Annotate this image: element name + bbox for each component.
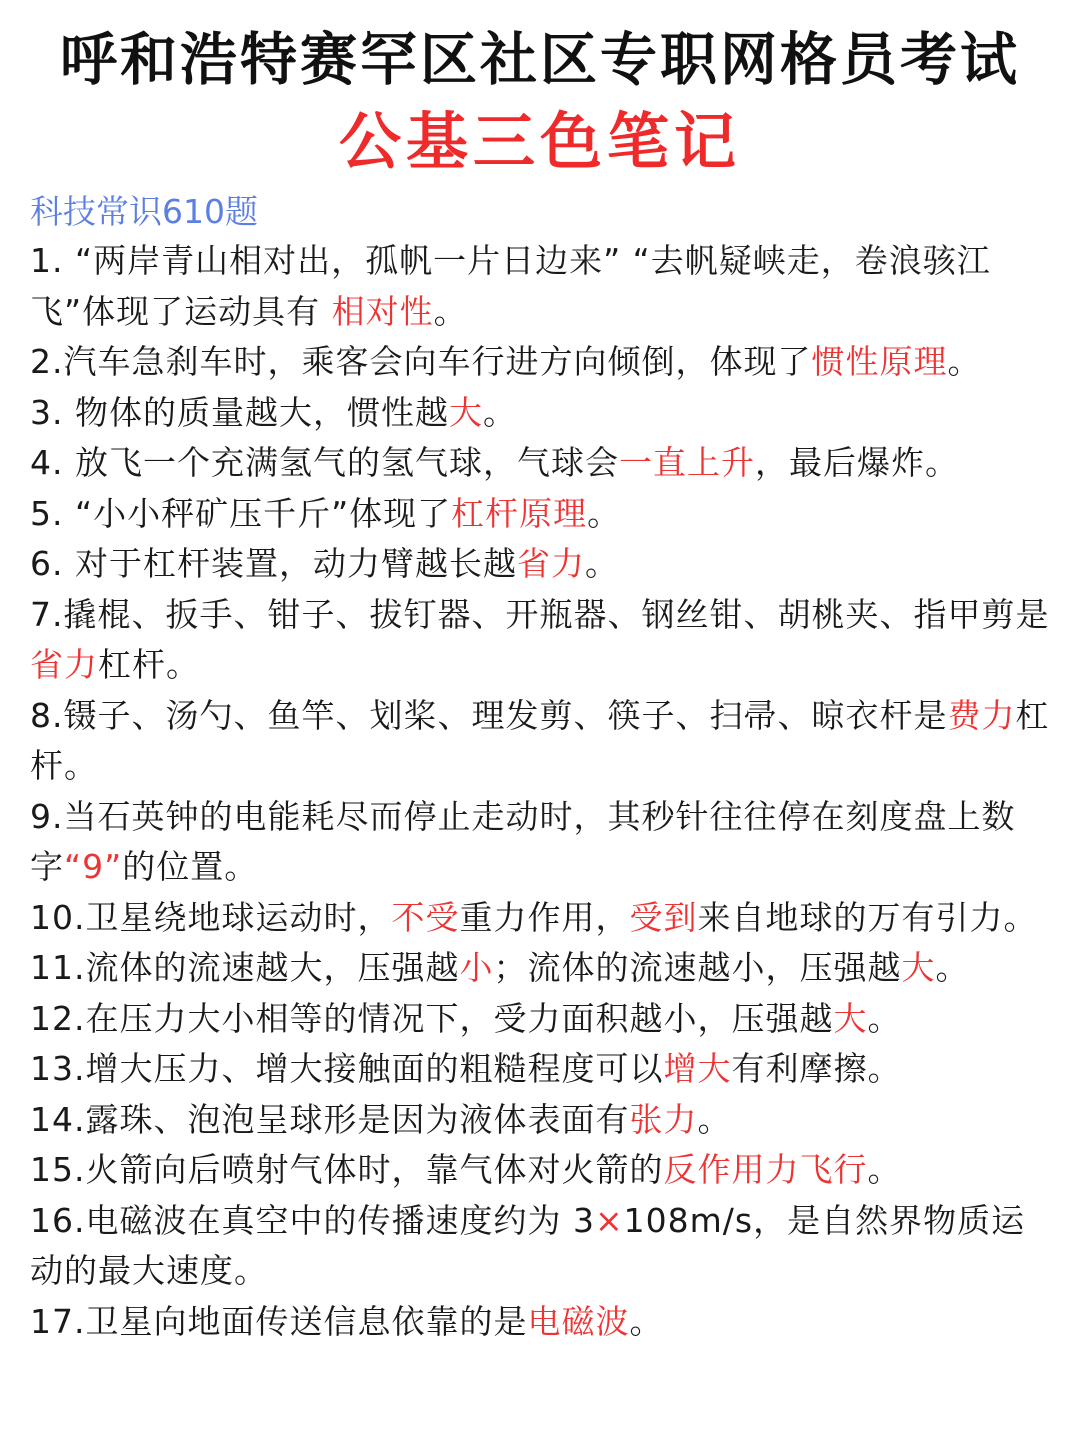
note-item xyxy=(30,1297,1050,1348)
note-text: 13.增大压力、增大接触面的粗糙程度可以 xyxy=(30,1049,664,1088)
note-list xyxy=(30,236,1050,1347)
note-text: 。 xyxy=(629,1301,664,1341)
note-text: 有利摩擦。 xyxy=(731,1049,902,1088)
note-text: 5. “小小秤矿压千斤”体现了 xyxy=(30,493,452,533)
note-item xyxy=(30,590,1050,691)
note-text: 来自地球的万有引力。 xyxy=(697,897,1038,937)
note-text: 2.汽车急刹车时，乘客会向车行进方向倾倒，体现了 xyxy=(30,342,812,381)
highlight-text: “9” xyxy=(64,847,123,886)
highlight-text: 小 xyxy=(459,948,494,987)
note-item xyxy=(30,388,1050,439)
note-text: 的位置。 xyxy=(122,847,259,886)
highlight-text: 省力 xyxy=(516,544,585,583)
page-title: 呼和浩特赛罕区社区专职网格员考试 xyxy=(60,27,1020,93)
highlight-text: 杠杆原理 xyxy=(451,493,588,533)
note-item xyxy=(30,337,1050,388)
note-text: ，最后爆炸。 xyxy=(754,443,959,482)
note-text: 4. 放飞一个充满氢气的氢气球，气球会 xyxy=(30,443,619,482)
highlight-text: 大 xyxy=(833,998,868,1038)
note-text: 9.当石英钟的电能耗尽而停止走动时，其秒针往往停在刻度盘上数字 xyxy=(30,796,1016,886)
note-text: 。 xyxy=(947,342,982,381)
highlight-text: 一直上升 xyxy=(618,443,755,482)
note-text: 108m/s，是自然界物质运动的最大速度。 xyxy=(30,1200,1026,1290)
note-text: 8.镊子、汤勺、鱼竿、划桨、理发剪、筷子、扫帚、晾衣杆是 xyxy=(30,695,948,735)
note-item xyxy=(30,792,1050,893)
highlight-text: 反作用力飞行 xyxy=(663,1150,868,1189)
note-text: 1. “两岸青山相对出，孤帆一片日边来” “去帆疑峡走，卷浪骇江飞”体现了运动具有 xyxy=(30,241,991,331)
note-text: 3. 物体的质量越大，惯性越 xyxy=(30,392,449,432)
note-text: 重力作用， xyxy=(459,897,630,937)
note-text: 。 xyxy=(935,948,970,987)
note-text: 16.电磁波在真空中的传播速度约为 3 xyxy=(30,1200,595,1240)
note-item xyxy=(30,943,1050,994)
note-item xyxy=(30,489,1050,540)
highlight-text: × xyxy=(594,1200,624,1240)
highlight-text: 大 xyxy=(448,392,483,432)
note-item xyxy=(30,438,1050,489)
highlight-text: 大 xyxy=(901,948,936,987)
note-text: 。 xyxy=(584,544,619,583)
note-text: 11.流体的流速越大，压强越 xyxy=(30,948,460,987)
section-label: 科技常识610题 xyxy=(30,192,258,231)
note-item xyxy=(30,994,1050,1045)
highlight-text: 张力 xyxy=(629,1099,698,1139)
note-text: ；流体的流速越小，压强越 xyxy=(493,948,902,987)
note-item xyxy=(30,1044,1050,1095)
note-text: 10.卫星绕地球运动时， xyxy=(30,897,392,937)
highlight-text: 增大 xyxy=(663,1049,732,1088)
note-text: 。 xyxy=(482,392,517,432)
note-text: 6. 对于杠杆装置，动力臂越长越 xyxy=(30,544,517,583)
note-text: 15.火箭向后喷射气体时，靠气体对火箭的 xyxy=(30,1150,664,1189)
highlight-text: 相对性 xyxy=(331,291,434,331)
note-item xyxy=(30,1095,1050,1146)
note-text: 。 xyxy=(867,998,902,1038)
note-text: 12.在压力大小相等的情况下，受力面积越小，压强越 xyxy=(30,998,834,1038)
note-text: 。 xyxy=(587,493,622,533)
note-text: 杠杆。 xyxy=(30,695,1050,785)
highlight-text: 电磁波 xyxy=(527,1301,630,1341)
note-item xyxy=(30,539,1050,590)
highlight-text: 省力 xyxy=(30,645,98,684)
note-text: 7.撬棍、扳手、钳子、拔钉器、开瓶器、钢丝钳、胡桃夹、指甲剪是 xyxy=(30,594,1050,634)
highlight-text: 惯性原理 xyxy=(811,342,948,381)
note-item xyxy=(30,236,1050,337)
note-item xyxy=(30,691,1050,792)
note-text: 杠杆。 xyxy=(98,645,200,684)
note-text: 14.露珠、泡泡呈球形是因为液体表面有 xyxy=(30,1099,630,1139)
highlight-text: 费力 xyxy=(947,695,1016,735)
note-item xyxy=(30,1145,1050,1196)
highlight-text: 不受 xyxy=(391,897,460,937)
note-text: 。 xyxy=(867,1150,902,1189)
page-subtitle: 公基三色笔记 xyxy=(338,105,741,178)
highlight-text: 受到 xyxy=(629,897,698,937)
note-item xyxy=(30,1196,1050,1297)
note-text: 17.卫星向地面传送信息依靠的是 xyxy=(30,1301,528,1341)
note-item xyxy=(30,893,1050,944)
note-text: 。 xyxy=(697,1099,732,1139)
note-text: 。 xyxy=(433,291,468,331)
